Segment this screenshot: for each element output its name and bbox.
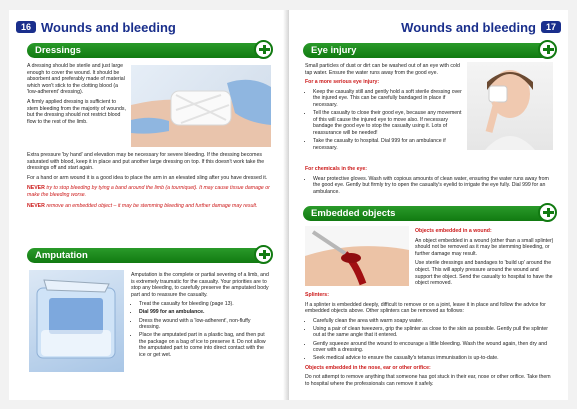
warning-text: remove an embedded object – it may be stemming bleeding and further damage may result. — [46, 202, 258, 209]
list-item: • Wear protective gloves. Wash with copious amounts of clean water, ensuring the water runs away from the good eye. Gently but firmly try to open the casualty's eyelid to irrigate the eye fully. Dial 999 for an ambulance. — [313, 176, 555, 196]
splinter-steps — [305, 318, 555, 362]
section-bar-dressings — [27, 43, 271, 58]
list-item: • Dress the wound with a 'low-adherent', non-fluffy dressing. — [139, 318, 271, 331]
warning-embedded — [27, 203, 271, 210]
page-header-title: Wounds and bleeding — [41, 19, 176, 35]
paragraph: If a splinter is embedded deeply, difficult to remove or on a joint, leave it in place and follow the advice for embedded objects above. Other splinters can be removed as follows: — [305, 301, 546, 315]
right-page-header — [401, 18, 566, 36]
warning-text: try to stop bleeding by tying a band around the limb (a tourniquet). It may cause tissue damage or make the bleeding worse. — [27, 185, 270, 198]
section-bar-embedded-objects — [303, 206, 555, 221]
list-item: • Seek medical advice to ensure the casualty's tetanus immunisation is up-to-date. — [313, 355, 555, 362]
dressings-intro — [27, 63, 127, 128]
page-number: 16 — [16, 21, 36, 33]
right-page — [289, 10, 568, 400]
section-title: Amputation — [35, 250, 88, 261]
list-item: • Gently squeeze around the wound to encourage a little bleeding. Wash the wound again, then dry and cover with a dressing. — [313, 341, 555, 354]
page-header-title: Wounds and bleeding — [401, 19, 536, 35]
first-aid-cross-icon — [538, 203, 557, 222]
list-item: • Carefully clean the area with warm soapy water. — [313, 318, 555, 325]
paragraph: A dressing should be sterile and just large enough to cover the wound. It should be absorbent and preferably made of material which won't stick to the clotting blood (a 'low-adherent' dressing). — [27, 63, 125, 96]
subheading: Splinters: — [305, 292, 329, 298]
embedded-wound-body — [415, 228, 555, 290]
bandaged-hand-photo — [131, 65, 271, 147]
paragraph: Do not attempt to remove anything that someone has got stuck in their ear, nose or other orifice. Take them to hospital where the professionals can remove it safely. — [305, 374, 551, 388]
paragraph: Extra pressure 'by hand' and elevation may be necessary for severe bleeding. If the dressing becomes saturated with blood, keep it in place and put another large dressing on top. If this doesn't work take the dressings off and start again. — [27, 152, 265, 172]
list-item: • Place the amputated part in a plastic bag, and then put the package on a bag of ice to preserve it. Do not allow the amputated part to come into direct contact with the ice or get wet. — [139, 332, 271, 358]
bandaged-hand-illustration — [131, 65, 271, 147]
eye-injury-photo — [467, 62, 553, 150]
section-bar-eye-injury — [303, 43, 555, 58]
chemical-eye-steps — [305, 176, 555, 196]
bag-of-ice-illustration — [29, 270, 124, 372]
wound-with-object-illustration — [305, 226, 409, 286]
amputation-body — [131, 272, 271, 360]
list-item: • Treat the casualty for bleeding (page 13). — [139, 301, 271, 308]
left-page-header — [11, 18, 176, 36]
list-item: • Tell the casualty to close their good eye, because any movement of this will cause the injured eye to move also. If necessary bandage the good eye to stop the casualty using it. Lots of reassurance will be needed! — [313, 110, 465, 136]
left-page — [9, 10, 288, 400]
paragraph: For a hand or arm wound it is a good idea to place the arm in an elevated sling after you have dressed it. — [27, 174, 268, 181]
subheading: For a more serious eye injury: — [305, 79, 380, 86]
page-number: 17 — [541, 21, 561, 33]
section-title: Dressings — [35, 45, 81, 56]
warning-tourniquet — [27, 185, 271, 198]
paragraph: Amputation is the complete or partial severing of a limb, and is extremely traumatic for the casualty. Your priorities are to stop any bleeding, to carefully preserve the amputated body part and to reassure the casualty. — [131, 272, 269, 298]
subheading: Objects embedded in a wound: — [415, 228, 492, 234]
paragraph: Small particles of dust or dirt can be washed out of an eye with cold tap water. Ensure the water runs away from the good eye. — [305, 63, 460, 76]
list-item: • Using a pair of clean tweezers, grip the splinter as close to the skin as possible. Gently pull the splinter out at the same angle that it entered. — [313, 326, 555, 339]
section-title: Embedded objects — [311, 208, 396, 219]
list-item: • Dial 999 for an ambulance. — [139, 309, 271, 316]
eye-chemicals-body — [305, 166, 555, 197]
warning-label: NEVER — [27, 185, 45, 192]
eye-injury-body — [305, 63, 465, 153]
woman-holding-eye-illustration — [467, 62, 553, 150]
subheading: For chemicals in the eye: — [305, 166, 367, 172]
first-aid-cross-icon — [254, 245, 273, 264]
embedded-object-photo — [305, 226, 409, 286]
amputation-bag-photo — [29, 270, 124, 372]
paragraph: Use sterile dressings and bandages to 'build up' around the object. This will apply pressure around the wound and support the object. Send the casualty to hospital to have the object removed. — [415, 260, 553, 287]
dressings-body — [27, 152, 271, 212]
section-bar-amputation — [27, 248, 271, 263]
paragraph: A firmly applied dressing is sufficient to stem bleeding from the majority of wounds, but the dressing should not restrict blood flow to the rest of the limb. — [27, 98, 126, 125]
amputation-steps — [131, 301, 271, 358]
warning-label: NEVER — [27, 202, 45, 209]
subheading: Objects embedded in the nose, ear or other orifice: — [305, 364, 431, 371]
serious-eye-steps — [305, 89, 465, 151]
section-title: Eye injury — [311, 45, 357, 56]
splinters-body — [305, 292, 555, 391]
list-item: • Take the casualty to hospital. Dial 999 for an ambulance if necessary. — [313, 138, 465, 151]
first-aid-cross-icon — [254, 40, 273, 59]
first-aid-cross-icon — [538, 40, 557, 59]
list-item: • Keep the casualty still and gently hold a soft sterile dressing over the injured eye. This can be carefully bandaged in place if necessary. — [313, 89, 465, 109]
paragraph: An object embedded in a wound (other than a small splinter) should not be removed as it may be stemming bleeding, or further damage may result. — [415, 237, 554, 257]
